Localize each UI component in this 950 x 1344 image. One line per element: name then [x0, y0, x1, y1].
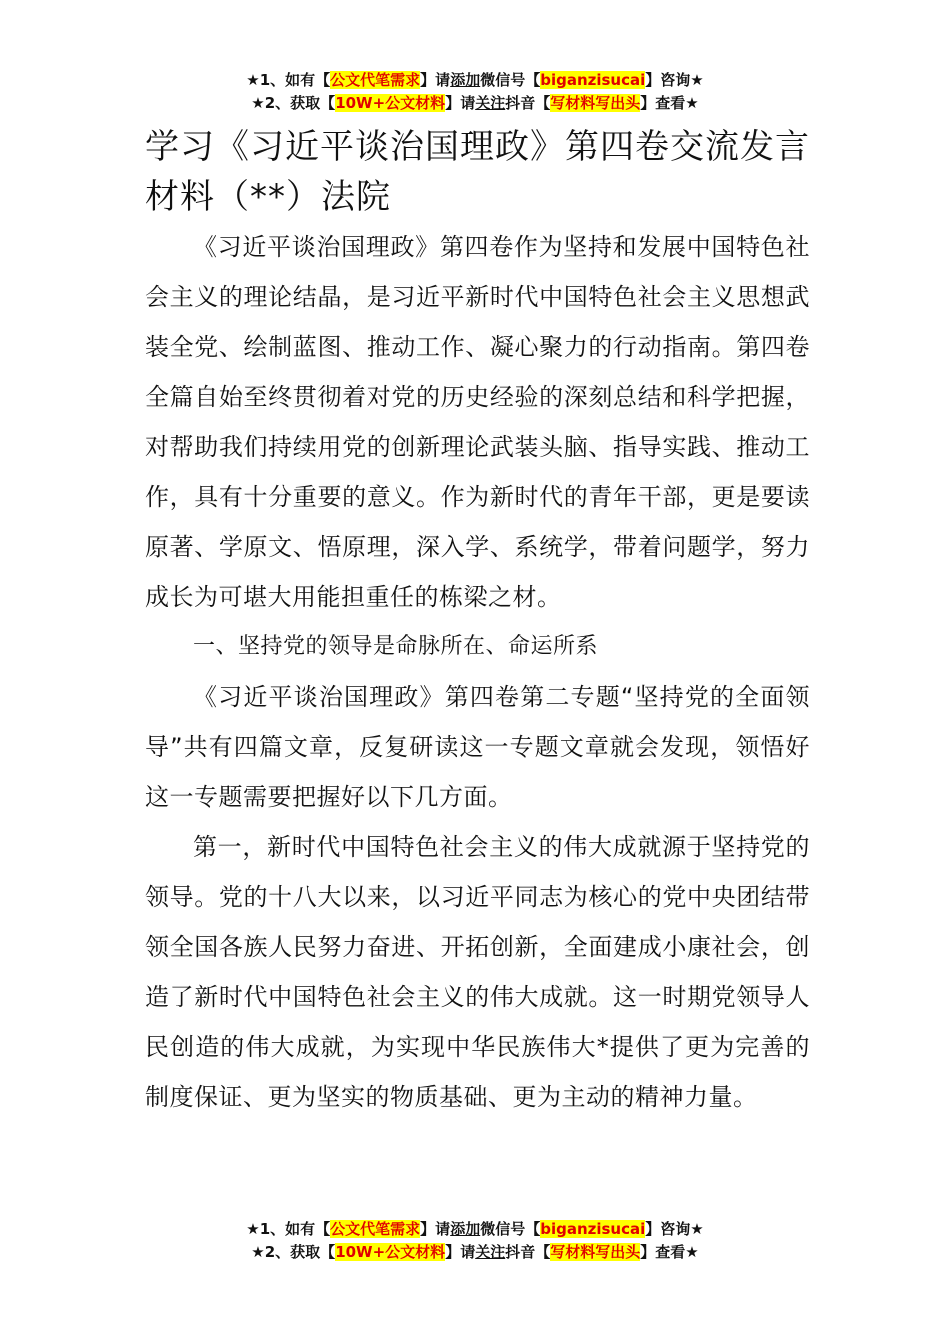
promo-text: ★2、获取【 [251, 94, 336, 112]
promo-banner-top [0, 69, 950, 115]
promo-text: 】咨询★ [645, 71, 704, 89]
document-body [145, 222, 810, 1122]
promo-highlight: 10W+公文材料 [335, 94, 446, 112]
section-heading: 一、坚持党的领导是命脉所在、命运所系 [193, 634, 599, 659]
intro-paragraph: 《习近平谈治国理政》第四卷作为坚持和发展中国特色社会主义的理论结晶，是习近平新时代中国特色社会主义思想武装全党、绘制蓝图、推动工作、凝心聚力的行动指南。第四卷全篇自始至终贯彻着对党的历史经验的深刻总结和科学把握，对帮助我们持续用党的创新理论武装头脑、指导实践、推动工作，具有十分重要的意义。作为新时代的青年干部，更是要读原著、学原文、悟原理，深入学、系统学，带着问题学，努力成长为可堪大用能担重任的栋梁之材。 [145, 233, 810, 611]
promo-highlight: 公文代笔需求 [330, 71, 421, 89]
promo-text: 微信号【 [480, 71, 541, 89]
promo-text: 抖音【 [505, 94, 551, 112]
promo-highlight: 10W+公文材料 [335, 1243, 446, 1261]
promo-text: 】请 [445, 94, 476, 112]
promo-line-2 [0, 1241, 950, 1264]
promo-highlight: 公文代笔需求 [330, 1220, 421, 1238]
promo-text: 】请 [420, 1220, 451, 1238]
promo-text: ★2、获取【 [251, 1243, 336, 1261]
promo-line-1 [0, 69, 950, 92]
promo-text: 微信号【 [480, 1220, 541, 1238]
douyin-id-highlight: 写材料写出头 [550, 1243, 641, 1261]
promo-underline: 添加 [450, 71, 481, 89]
promo-line-1 [0, 1218, 950, 1241]
promo-text: 】查看★ [640, 1243, 699, 1261]
promo-underline: 添加 [450, 1220, 481, 1238]
promo-text: 】请 [420, 71, 451, 89]
wechat-id-highlight: biganzisucai [540, 71, 646, 89]
promo-banner-bottom [0, 1218, 950, 1264]
body-paragraph: 《习近平谈治国理政》第四卷第二专题“坚持党的全面领导”共有四篇文章，反复研读这一专题文章就会发现，领悟好这一专题需要把握好以下几方面。 [145, 683, 810, 811]
promo-text: 】咨询★ [645, 1220, 704, 1238]
body-paragraph: 第一，新时代中国特色社会主义的伟大成就源于坚持党的领导。党的十八大以来，以习近平同志为核心的党中央团结带领全国各族人民努力奋进、开拓创新，全面建成小康社会，创造了新时代中国特色社会主义的伟大成就。这一时期党领导人民创造的伟大成就，为实现中华民族伟大*提供了更为完善的制度保证、更为坚实的物质基础、更为主动的精神力量。 [145, 833, 810, 1111]
douyin-id-highlight: 写材料写出头 [550, 94, 641, 112]
promo-underline: 关注 [475, 94, 506, 112]
promo-text: 】请 [445, 1243, 476, 1261]
promo-line-2 [0, 92, 950, 115]
promo-underline: 关注 [475, 1243, 506, 1261]
promo-text: ★1、如有【 [246, 71, 331, 89]
promo-text: 抖音【 [505, 1243, 551, 1261]
promo-text: ★1、如有【 [246, 1220, 331, 1238]
wechat-id-highlight: biganzisucai [540, 1220, 646, 1238]
promo-text: 】查看★ [640, 94, 699, 112]
document-title: 学习《习近平谈治国理政》第四卷交流发言材料（**）法院 [145, 127, 810, 217]
